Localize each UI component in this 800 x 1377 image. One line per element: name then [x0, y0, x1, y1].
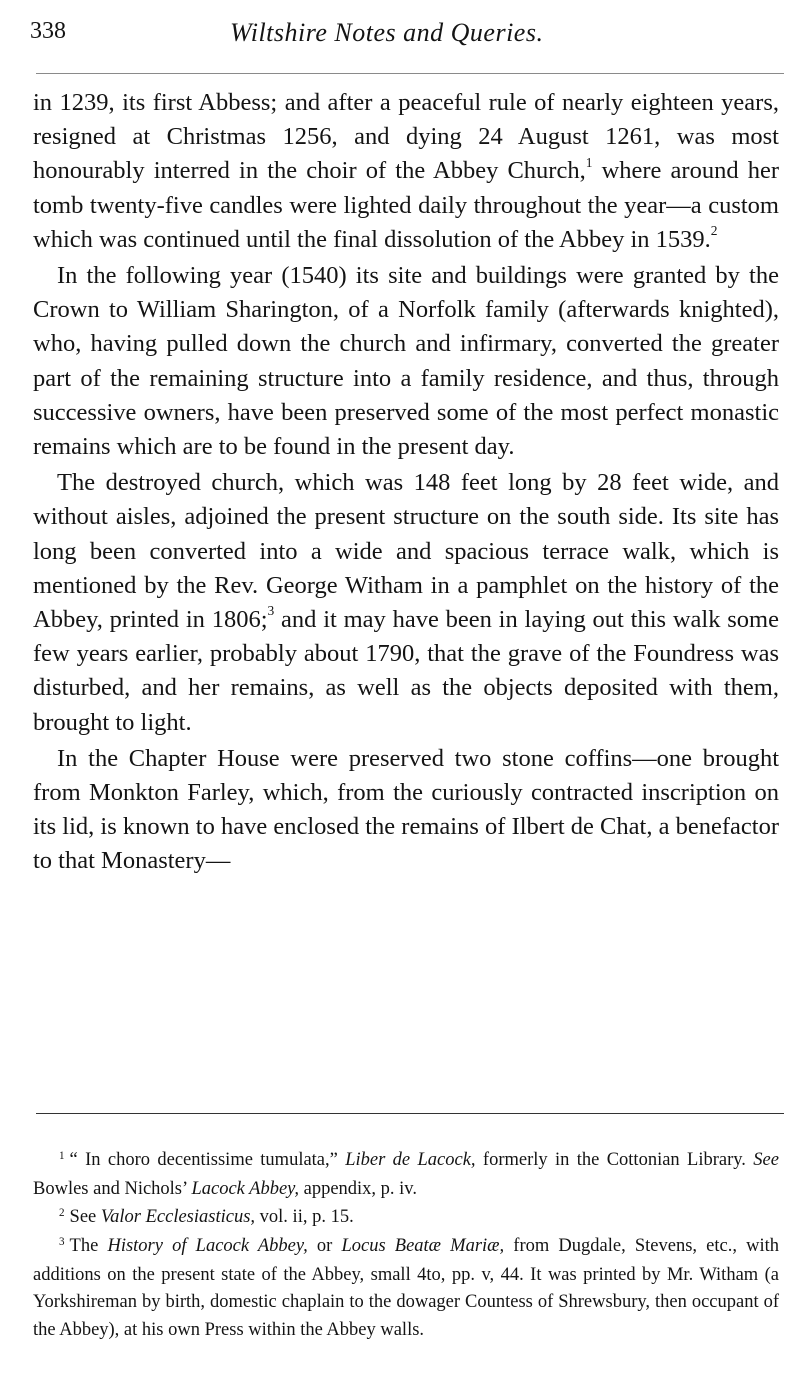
footnote-1 — [33, 1147, 779, 1204]
footnote-italic: Locus Beatæ Mariæ, — [341, 1235, 505, 1256]
running-title: Wiltshire Notes and Queries. — [230, 18, 544, 47]
footnote-text: vol. ii, p. 15. — [255, 1206, 354, 1227]
paragraph-3-text: The destroyed church, which was 148 feet long by 28 feet wide, and without aisles, adjoined the present structure on the south side. Its site has long been converted into a wide and spacious terrace walk, which is mentioned by the Rev. George Witham in a pamphlet on the history of the Abbey, printed in 1806; — [33, 469, 779, 634]
paragraph-4: In the Chapter House were preserved two stone coffins—one brought from Monkton Farley, which, from the curiously contracted inscription on its lid, is known to have enclosed the remains of Ilbert de Chat, a benefactor to that Monastery— — [33, 744, 779, 875]
paragraph-1-text-cont: where around her tomb twenty-five candles were lighted daily throughout the year—a custom which was continued until the final dissolution of the Abbey in 1539. — [33, 157, 779, 253]
footnote-italic: See — [753, 1150, 779, 1170]
footnote-text: See — [69, 1206, 101, 1227]
footnote-italic: Lacock Abbey, — [191, 1179, 299, 1200]
header-rule — [36, 73, 784, 74]
footnote-italic: Valor Ecclesiasticus, — [100, 1206, 256, 1227]
page-header — [30, 12, 785, 52]
paragraph-2: In the following year (1540) its site and buildings were granted by the Crown to William Sharington, of a Norfolk family (afterwards knighted), who, having pulled down the church and infirmary, converted the greater part of the remaining structure into a family residence, and thus, through successive owners, have been preserved some of the most perfect monastic remains which are to be found in the present day. — [33, 262, 779, 461]
footnote-3 — [33, 1233, 779, 1344]
footnote-text: from Dugdale, Stevens, etc., with additions on the present state of the Abbey, small 4to, pp. v, 44. It was printed by Mr. Witham (a Yorkshireman by birth, domestic chaplain to the dowager Countess of Shrewsbury, then occupant of the Abbey), at his own Press within the Abbey walls. — [33, 1235, 780, 1340]
footnote-italic: History of Lacock Abbey, — [107, 1235, 308, 1256]
footnote-mark: 2 — [59, 1206, 65, 1219]
paragraph-3 — [33, 466, 779, 740]
footnote-text: The — [69, 1235, 108, 1256]
footnote-2 — [33, 1204, 779, 1233]
footnote-mark: 3 — [59, 1235, 65, 1248]
footnote-italic: Liber de Lacock, — [345, 1150, 476, 1170]
page-number: 338 — [30, 18, 66, 44]
paragraph-3-text-cont: and it may have been in laying out this walk some few years earlier, probably about 1790, that the grave of the Foundress was disturbed, and her remains, as well as the objects deposited with them, brought to light. — [33, 606, 779, 736]
body-text — [33, 86, 779, 879]
footnote-text: appendix, p. iv. — [298, 1179, 417, 1200]
footnote-text: Bowles and Nichols’ — [33, 1179, 192, 1200]
footnote-ref-3: 3 — [267, 603, 275, 619]
footnotes — [33, 1147, 779, 1344]
paragraph-1-text: in 1239, its first Abbess; and after a peaceful rule of nearly eighteen years, resigned at Christmas 1256, and dying 24 August 1261, was most honourably interred in the choir of the Abbey Church, — [33, 89, 779, 185]
footnote-text: “ In choro decentissime tumulata,” — [69, 1150, 346, 1170]
footnote-ref-1: 1 — [585, 154, 593, 170]
footnote-text: or — [307, 1235, 342, 1256]
footnote-text: formerly in the Cottonian Library. — [475, 1150, 754, 1170]
footnote-rule — [36, 1113, 784, 1114]
footnote-mark: 1 — [59, 1149, 65, 1162]
paragraph-1 — [33, 86, 779, 257]
footnote-ref-2: 2 — [710, 222, 718, 238]
